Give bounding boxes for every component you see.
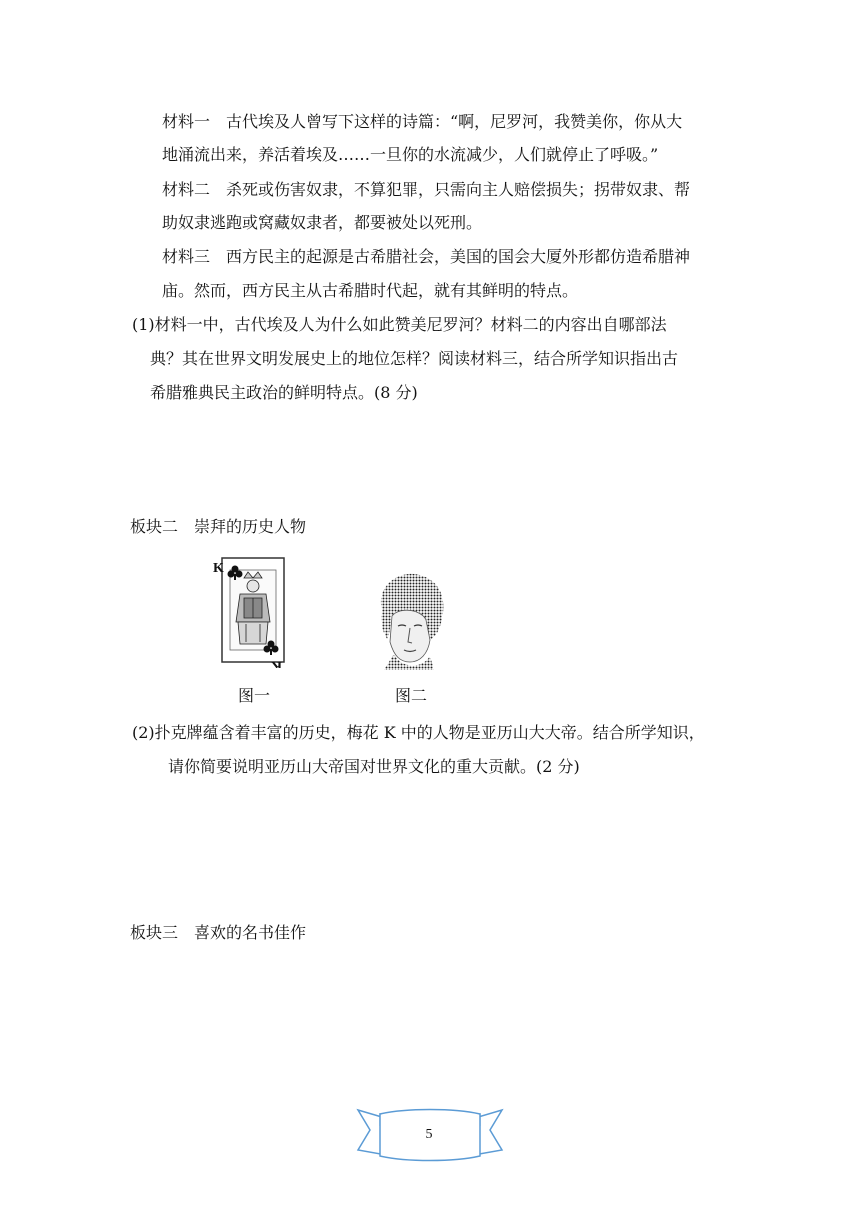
question-1-line-3: 希腊雅典民主政治的鲜明特点。(8 分) — [150, 383, 418, 402]
playing-card-icon — [208, 552, 298, 668]
question-2-line-2: 请你简要说明亚历山大帝国对世界文化的重大贡献。(2 分) — [168, 757, 580, 776]
material-two-line-1: 材料二 杀死或伤害奴隶，不算犯罪，只需向主人赔偿损失；拐带奴隶、帮 — [162, 180, 691, 199]
question-1-line-1: (1)材料一中，古代埃及人为什么如此赞美尼罗河？材料二的内容出自哪部法 — [132, 315, 667, 334]
figure-2-caption: 图二 — [395, 686, 428, 705]
material-three-line-2: 庙。然而，西方民主从古希腊时代起，就有其鲜明的特点。 — [162, 281, 579, 300]
material-one-line-2: 地涌流出来，养活着埃及……一旦你的水流减少，人们就停止了呼吸。” — [162, 145, 659, 164]
card-rank-bottom: K — [271, 658, 282, 668]
figure-1-caption: 图一 — [238, 686, 271, 705]
bust-icon — [370, 570, 450, 674]
section-3-title: 板块三 喜欢的名书佳作 — [130, 923, 307, 942]
material-one-line-1: 材料一 古代埃及人曾写下这样的诗篇：“啊，尼罗河，我赞美你，你从大 — [162, 112, 683, 131]
material-two-line-2: 助奴隶逃跑或窝藏奴隶者，都要被处以死刑。 — [162, 213, 483, 232]
king-of-clubs-card-figure — [208, 552, 298, 668]
card-rank-top: K — [213, 561, 224, 576]
section-2-title: 板块二 崇拜的历史人物 — [130, 517, 307, 536]
material-three-line-1: 材料三 西方民主的起源是古希腊社会，美国的国会大厦外形都仿造希腊神 — [162, 247, 691, 266]
page-number: 5 — [425, 1127, 433, 1142]
question-2-line-1: (2)扑克牌蕴含着丰富的历史，梅花 K 中的人物是亚历山大大帝。结合所学知识， — [132, 723, 705, 742]
alexander-bust-figure — [370, 570, 450, 674]
question-1-line-2: 典？其在世界文明发展史上的地位怎样？阅读材料三，结合所学知识指出古 — [150, 349, 679, 368]
